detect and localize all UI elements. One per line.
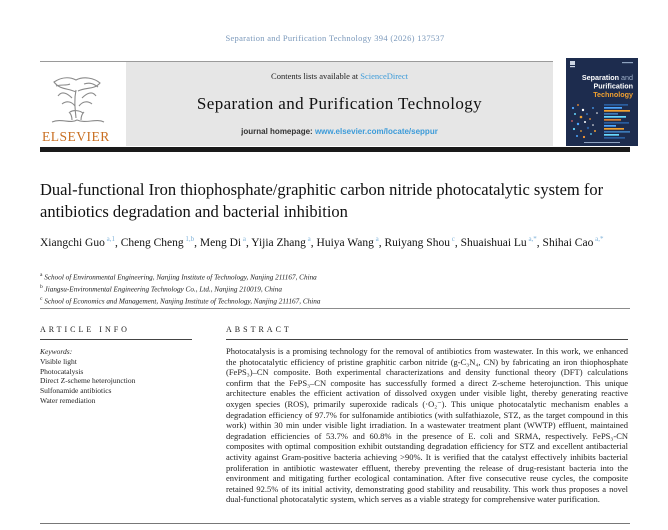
author-name: Huiya Wang [316,236,374,249]
journal-cover-thumbnail[interactable] [566,58,638,146]
elsevier-wordmark: ELSEVIER [42,129,110,144]
affiliation-line: $^a$ School of Environmental Engineering, Nanjing Institute of Technology, Nanjing 211167, China [40,272,317,282]
cover-title-line1: Separation and [581,73,633,82]
author-affiliation-superscript[interactable]: a [373,235,379,243]
affiliation-superscript: a [40,272,43,278]
article-title: Dual-functional Iron thiophosphate/graphitic carbon nitride photocatalytic system for antibiotics degradation and bacterial inhibition [40,180,604,221]
contents-lists-line [271,71,408,81]
affiliation-line: $^b$ Jiangsu-Environmental Engineering Technology Co., Ltd., Nanjing 210019, China [40,283,282,294]
author-name: Yijia Zhang [251,236,306,249]
keyword-item: Visible light [40,356,77,366]
author-name: Meng Di [199,236,242,249]
affiliation-line: $^c$ School of Economics and Management, Nanjing Institute of Technology, Nanjing 211167, China [40,295,321,305]
journal-title: Separation and Purification Technology [196,94,483,113]
journal-header [40,62,553,146]
cover-mini-logo [570,61,575,67]
keyword-item: Water remediation [40,395,96,405]
cover-title-line2: Purification [593,81,633,91]
affiliation-list [40,271,630,306]
abstract-text: Photocatalysis is a promising technology for the removal of antibiotics from wastewater. In this work, we enhanced the photocatalytic efficiency of pristine graphitic carbon nitride (g-C₃N₄, CN) by fabricating an iron thiophosphate (FePS₃)–CN composite. Both experimental characterizations and density functional theory (DFT) calculations confirm that the FePS₃–CN composite has successfully formed a direct Z-scheme heterojunction. This unique architecture enables the efficient activation of dissolved oxygen under visible light, thereby generating reactive oxygen species (ROS), primarily superoxide radicals (·O₂⁻). This unique photocatalytic mechanism enables a degradation efficiency of 97.7% for sulfonamide antibiotics (with sulfathiazole, STZ, as the target compound in this work) within 30 min under visible light irradiation. In a wastewater treatment plant (WWTP) effluent, maintained degradation efficiencies of 53.7% and 60.8% in the presence of E. coli and SRMA, respectively. FePS₃-CN composites with optimal composition exhibit outstanding degradation efficiency for STZ and excellent antibacterial activity against Gram-positive bacteria achieving >90%. It is verified that the catalyst effectively inhibits bacterial proliferation in antibiotic wastewater effluent, thereby preventing the release of drug-resistant bacteria into the environment and mitigating further ecological contamination. After five consecutive reuse cycles, the composite retained 92.5% of its initial activity, demonstrating good stability and reusability. This work thus proposes a novel dual-functional photocatalytic system, which serves as a viable strategy for comprehensive water purification. [226,346,628,505]
keyword-item: Sulfonamide antibiotics [40,386,112,396]
author-affiliation-superscript[interactable]: a,* [526,235,537,243]
abstract-underline [226,339,628,340]
keywords-label: Keywords: [40,347,73,356]
author-affiliation-superscript[interactable]: 1,b [183,235,195,243]
elsevier-logo [40,62,126,146]
keyword-item: Direct Z-scheme heterojunction [40,376,136,386]
citation-line: Separation and Purification Technology 394 (2026) 137537 [225,33,445,43]
contents-lists-text: Contents lists available at [271,71,361,81]
journal-homepage-line [241,127,438,136]
author-name: Cheng Cheng [120,236,184,249]
sciencedirect-link[interactable]: ScienceDirect [360,71,408,81]
article-info-underline [40,339,192,340]
journal-homepage-link[interactable]: www.elsevier.com/locate/seppur [314,127,438,136]
author-affiliation-superscript[interactable]: a [241,235,246,243]
author-affiliation-superscript[interactable]: a [305,235,311,243]
author-name: Ruiyang Shou [384,236,450,249]
keywords-list [40,357,200,406]
section-top-rule [40,308,630,309]
header-divider-bar [40,147,630,152]
author-name: Shuaishuai Lu [460,236,527,249]
keywords-block [40,347,200,406]
author-affiliation-superscript[interactable]: c [449,235,455,243]
abstract-heading: ABSTRACT [226,325,292,334]
bottom-rule [40,523,630,524]
author-affiliation-superscript[interactable]: a,1 [104,235,115,243]
journal-banner [126,62,553,146]
author-affiliation-superscript[interactable]: a,* [593,235,604,243]
affiliation-superscript: c [40,295,43,302]
homepage-label: journal homepage: [241,127,315,136]
cover-title-line3: Technology [593,90,633,99]
elsevier-tree-icon [40,74,108,130]
author-name: Shihai Cao [542,236,594,249]
keyword-item: Photocatalysis [40,366,84,376]
affiliation-superscript: b [40,283,43,290]
author-list: Xiangchi Guo $^{a,1}$, Cheng Cheng $^{1,b}$, Meng Di $^a$, Yijia Zhang $^a$, Huiya Wang $^a$, Ruiyang Shou $^c$, Shuaishuai Lu $^{a,*}$, Shihai Cao $^{a,*}$ [40,235,604,249]
author-name: Xiangchi Guo [40,236,105,249]
article-info-heading: ARTICLE INFO [40,325,130,334]
